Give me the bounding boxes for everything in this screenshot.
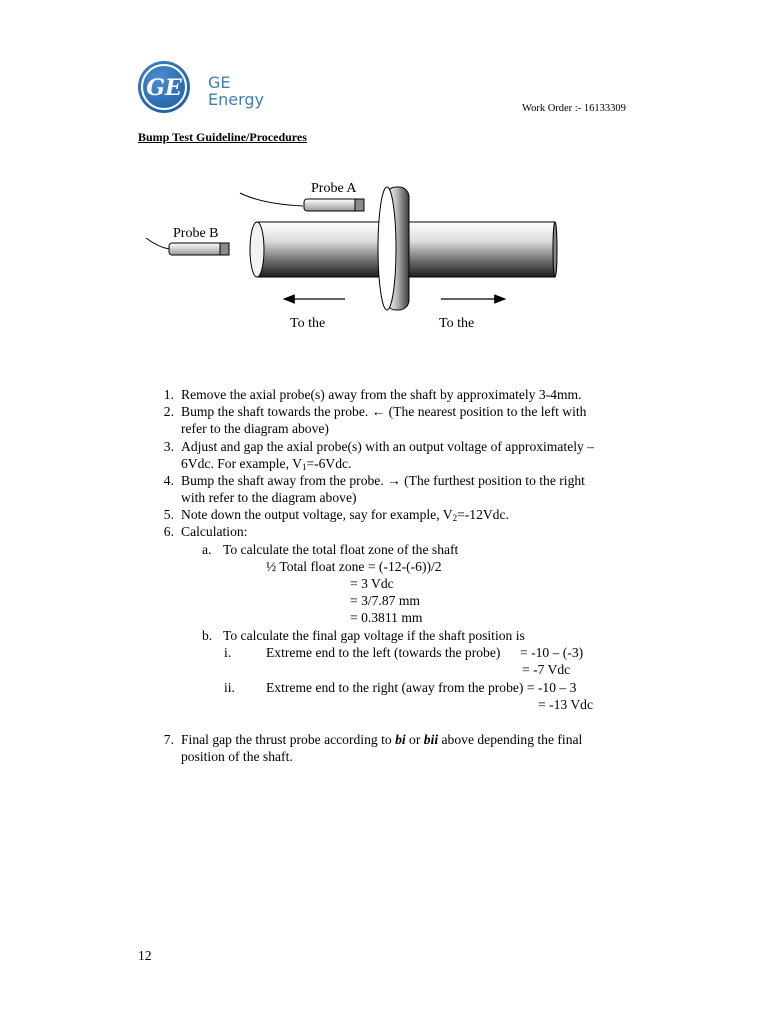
work-order: Work Order :- 16133309 <box>522 103 626 114</box>
substep-bii-text: Extreme end to the right (away from the probe) = -10 – 3 <box>266 680 577 695</box>
left-direction-label: To the <box>290 316 326 331</box>
calc-line: ½ Total float zone = (-12-(-6))/2 <box>266 559 442 574</box>
step-5-text: Note down the output voltage, say for example, $V_2=-12Vdc$. <box>181 507 509 523</box>
substep-a-text: To calculate the total float zone of the shaft <box>223 542 459 557</box>
probe-b-cable <box>146 238 169 249</box>
probe-a <box>304 199 364 211</box>
step-number: 5. <box>163 507 174 522</box>
calc-line: = 0.3811 mm <box>350 610 423 625</box>
roman-marker: i. <box>224 645 232 660</box>
probe-b-label: Probe B <box>173 226 219 241</box>
substep-marker: a. <box>202 542 212 557</box>
svg-text:GE: GE <box>146 75 182 101</box>
calc-line: = 3 Vdc <box>350 576 394 591</box>
shaft-diagram <box>0 0 768 360</box>
step-1-text: Remove the axial probe(s) away from the shaft by approximately 3-4mm. <box>181 387 582 402</box>
probe-a-label: Probe A <box>311 181 357 196</box>
step-number: 4. <box>163 473 174 488</box>
shaft-right <box>405 222 557 277</box>
logo-line-2: Energy <box>208 90 265 109</box>
step-number: 3. <box>163 439 174 454</box>
step-number: 2. <box>163 404 174 419</box>
substep-bii-result: = -13 Vdc <box>538 697 593 712</box>
step-4-text-cont: with refer to the diagram above) <box>181 490 357 505</box>
substep-bi-result: = -7 Vdc <box>522 662 571 677</box>
step-4-text: Bump the shaft away from the probe. → (The furthest position to the right <box>181 473 585 488</box>
step-7-text: Final gap the thrust probe according to bi or bii above depending the final <box>181 732 583 747</box>
right-direction-label: To the <box>439 316 475 331</box>
substep-marker: b. <box>202 628 213 643</box>
substep-bi-value: = -10 – (-3) <box>520 645 584 660</box>
step-6-text: Calculation: <box>181 524 248 539</box>
step-3-text: Adjust and gap the axial probe(s) with an output voltage of approximately – <box>181 439 594 454</box>
logo-line-1: GE <box>208 73 231 92</box>
thrust-collar <box>378 187 409 310</box>
probe-b <box>169 243 229 255</box>
shaft-left <box>250 222 390 277</box>
step-3-text-cont: 6Vdc. For example, $V_1=-6Vdc$. <box>181 456 352 472</box>
step-2-text-cont: refer to the diagram above) <box>181 421 329 436</box>
step-number: 1. <box>163 387 174 402</box>
page-number: 12 <box>138 948 152 963</box>
substep-bi-text: Extreme end to the left (towards the probe) <box>266 645 501 660</box>
step-number: 7. <box>163 732 174 747</box>
substep-b-text: To calculate the final gap voltage if the shaft position is <box>223 628 525 643</box>
step-number: 6. <box>163 524 174 539</box>
step-2-text: Bump the shaft towards the probe. ← (The nearest position to the left with <box>181 404 587 419</box>
calc-line: = 3/7.87 mm <box>350 593 420 608</box>
step-7-text-cont: position of the shaft. <box>181 749 293 764</box>
page-title: Bump Test Guideline/Procedures <box>138 130 307 144</box>
probe-a-cable <box>240 193 303 206</box>
roman-marker: ii. <box>224 680 235 695</box>
